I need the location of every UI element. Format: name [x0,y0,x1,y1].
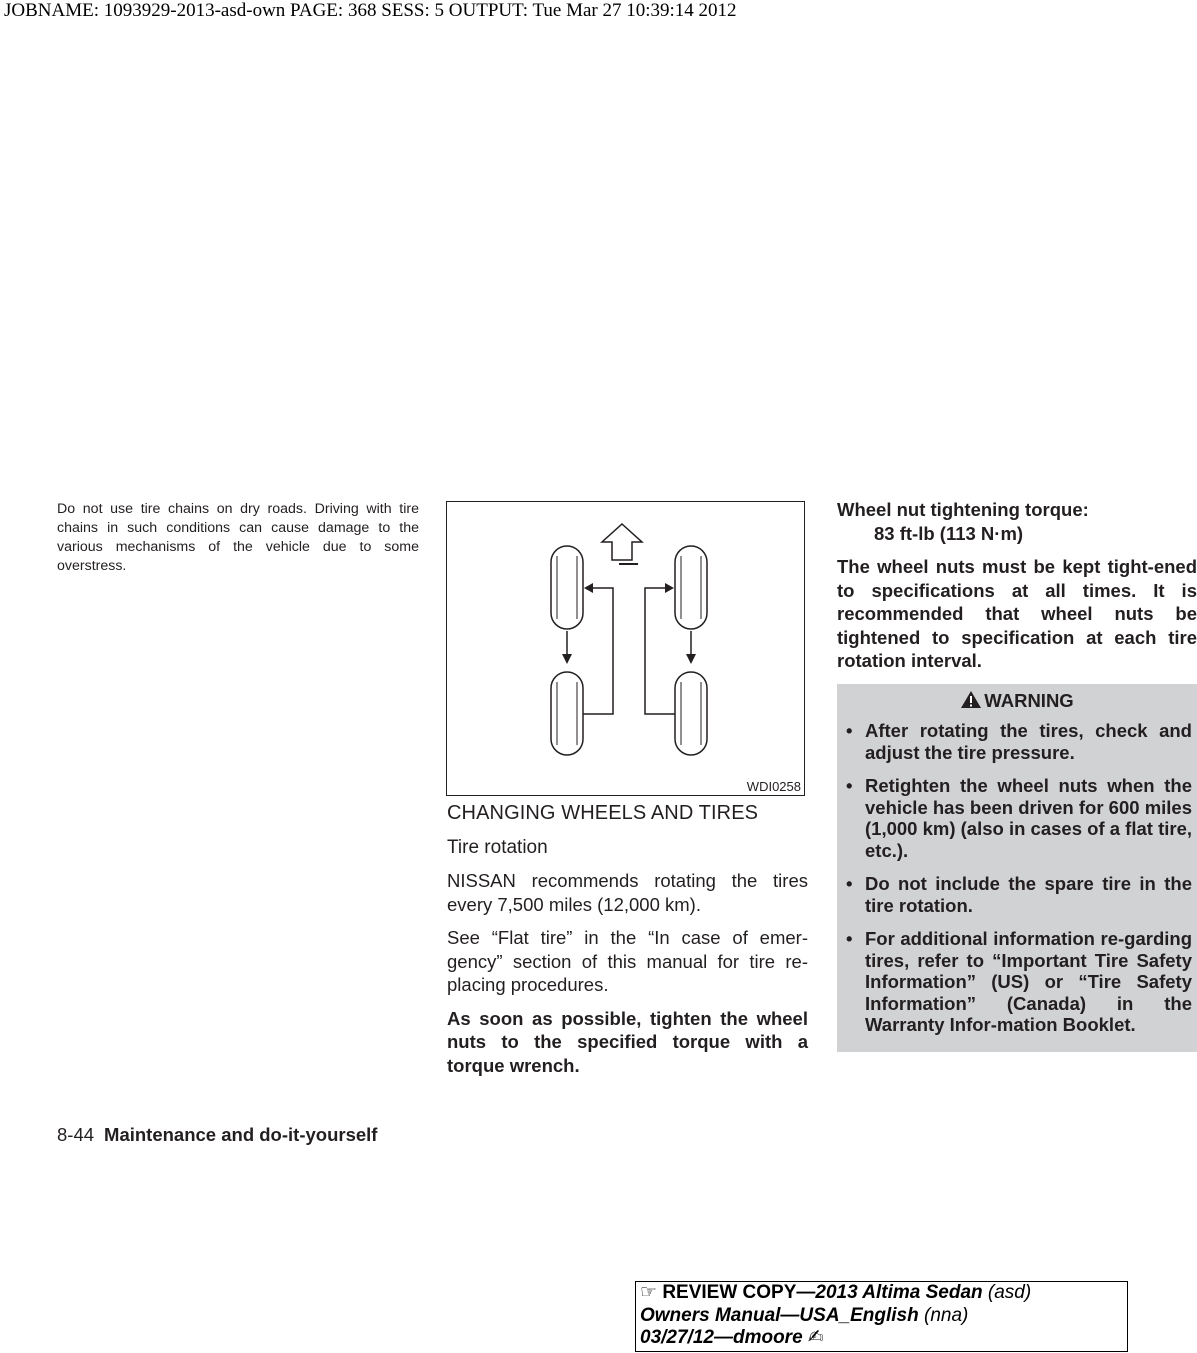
warning-triangle-icon [960,690,982,716]
rotation-interval-paragraph: NISSAN recommends rotating the tires every 7,500 miles (12,000 km). [447,870,808,915]
review-line-2 [640,1305,1127,1328]
warning-title-text: WARNING [984,690,1074,711]
footer-section-title: Maintenance and do-it-yourself [104,1124,378,1145]
model-name: 2013 Altima Sedan [815,1282,983,1303]
warning-item-text: Retighten the wheel nuts when the vehicle has been driven for 600 miles (1,000 km) (also in cases of a flat tire, etc.). [865,775,1192,861]
bullet: • [846,775,853,796]
tire-chains-paragraph: Do not use tire chains on dry roads. Driving with tire chains in such conditions can cause damage to the various mechanisms of the vehicle due to some overstress. [57,501,419,574]
tire-icon [551,546,707,755]
flat-tire-reference-paragraph: See “Flat tire” in the “In case of emer-gency” section of this manual for tire re-placing procedures. [447,927,808,995]
warning-title [837,688,1197,714]
language-code: (nna) [924,1304,969,1326]
right-column [837,498,1197,685]
bullet: • [846,928,853,949]
warning-box [837,684,1197,1052]
warning-item-text: After rotating the tires, check and adjust the tire pressure. [865,720,1192,763]
left-column [57,500,419,576]
figure-label: WDI0258 [746,779,801,794]
manual-name: Owners Manual—USA_English [640,1304,919,1326]
list-item [837,928,1192,1036]
list-item [837,775,1192,861]
bullet: • [846,873,853,894]
section-heading: CHANGING WHEELS AND TIRES [447,802,759,824]
arrow-icon [602,524,642,560]
tire-rotation-figure [446,501,805,796]
review-copy-box [635,1281,1128,1352]
middle-column [447,802,808,1087]
tighten-nuts-paragraph: As soon as possible, tighten the wheel nuts to the specified torque with a torque wrench. [447,1007,808,1076]
torque-label: Wheel nut tightening torque: [837,499,1089,520]
writing-hand-icon: ✍ [807,1327,824,1348]
job-header: JOBNAME: 1093929-2013-asd-own PAGE: 368 SESS: 5 OUTPUT: Tue Mar 27 10:39:14 2012 [4,0,737,21]
model-code: (asd) [987,1282,1032,1303]
subsection-heading: Tire rotation [447,836,548,858]
review-copy-label: REVIEW COPY— [662,1282,816,1303]
pointing-hand-icon: ☞ [640,1282,658,1303]
page-footer [57,1124,377,1146]
torque-value: 83 ft-lb (113 N·m) [874,522,1024,544]
list-item [837,720,1192,763]
warning-item-text: Do not include the spare tire in the tire rotation. [865,873,1192,916]
wheel-nuts-paragraph: The wheel nuts must be kept tight-ened to specifications at all times. It is recommended that wheel nuts be tightened to specification at each tire rotation interval. [837,556,1197,671]
bullet: • [846,720,853,741]
review-line-3 [640,1327,1127,1350]
tire-rotation-diagram [447,502,806,797]
page-number: 8-44 [57,1124,95,1145]
review-line-1 [640,1282,1127,1305]
warning-list [837,720,1197,1036]
date-author: 03/27/12—dmoore [640,1327,803,1348]
warning-item-text: For additional information re-garding tires, refer to “Important Tire Safety Information” (US) or “Tire Safety Information” (Canada) in the Warranty Infor-mation Booklet. [865,928,1192,1035]
list-item [837,873,1192,916]
